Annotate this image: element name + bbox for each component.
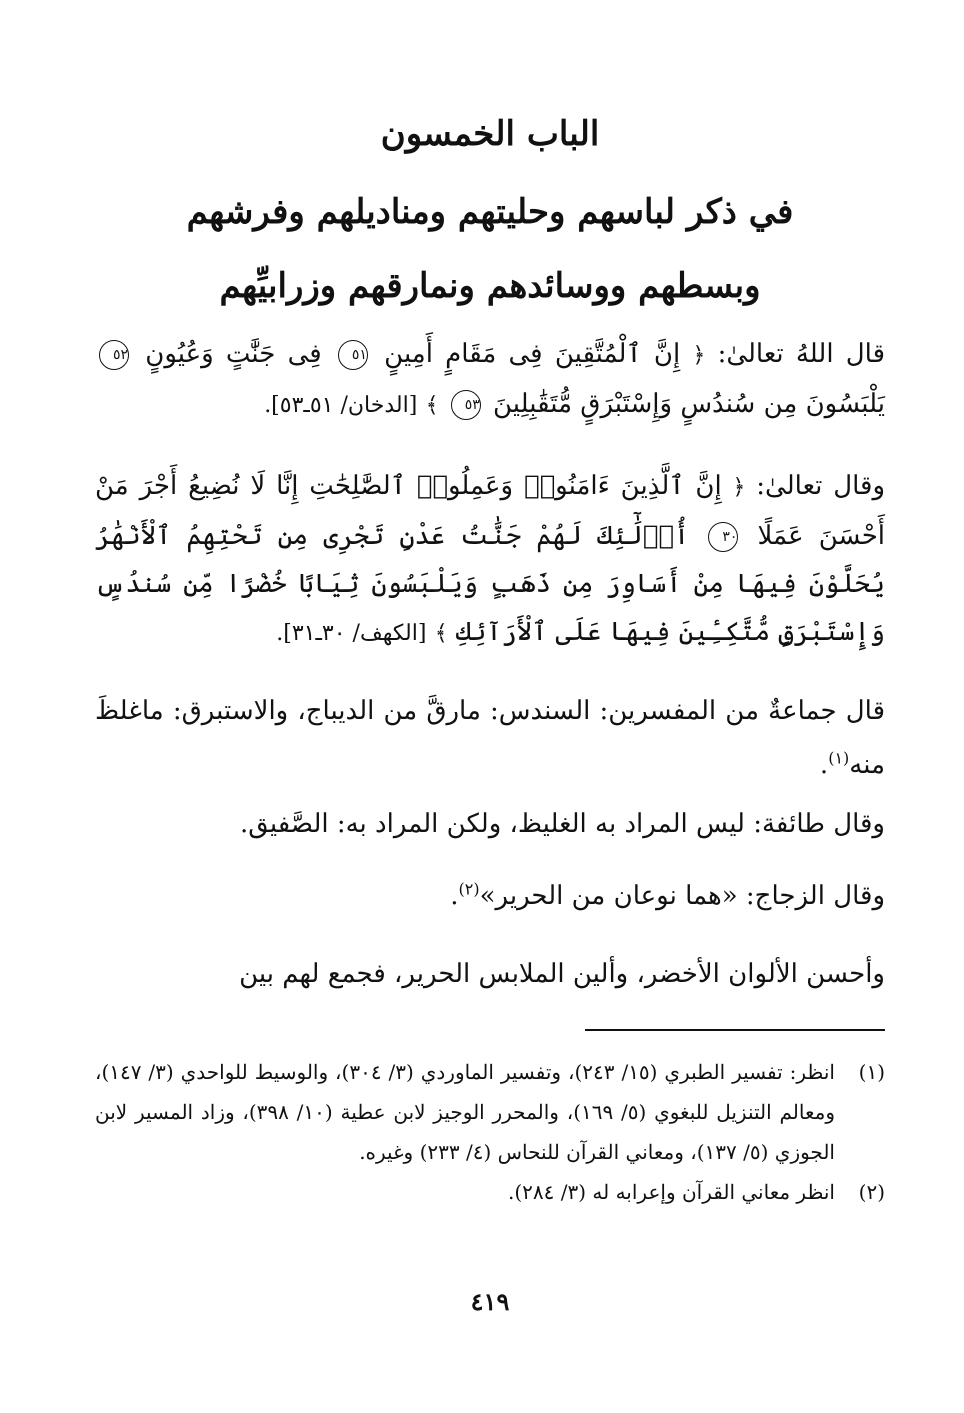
- ayah-number-marker: ٥٣: [451, 390, 481, 420]
- ayah-number-marker: ٥٢: [99, 340, 129, 370]
- footnote-item: [95, 1052, 885, 1172]
- paragraph-group-opinion: [95, 800, 885, 848]
- footnote-ref[interactable]: (١): [828, 748, 850, 768]
- quran-verse: إِنَّ ٱلَّذِينَ ءَامَنُوا۟ وَعَمِلُوا۟ ٱلصَّٰلِحَٰتِ إِنَّا لَا نُضِيعُ أَجْرَ مَنْ أَحْسَنَ عَمَلًا: [95, 471, 886, 551]
- quote-intro: وقال تعالىٰ:: [756, 471, 885, 501]
- paragraph-quran-kahf: [95, 462, 885, 658]
- quran-reference: [الدخان/ ٥١ـ٥٣].: [264, 393, 418, 418]
- chapter-subtitle-line-2: وبسطهم ووسائدهم ونمارقهم وزرابيِّهم: [219, 266, 761, 306]
- ayah-number-marker: ٣٠: [708, 522, 738, 552]
- footnote-text: انظر: تفسير الطبري (١٥/ ٢٤٣)، وتفسير الماوردي (٣/ ٣٠٤)، والوسيط للواحدي (٣/ ١٤٧)، ومعالم التنزيل للبغوي (٥/ ١٦٩)، والمحرر الوجيز لابن عطية (١٠/ ٣٩٨)، وزاد المسير لابن الجوزي (٥/ ١٣٧)، ومعاني القرآن للنحاس (٤/ ٢٣٣) وغيره.: [95, 1060, 835, 1164]
- footnote-item: [95, 1172, 885, 1212]
- quran-reference: [الكهف/ ٣٠ـ٣١].: [276, 621, 427, 646]
- paragraph-colors: [95, 950, 885, 998]
- footnote-text: انظر معاني القرآن وإعرابه له (٣/ ٢٨٤).: [507, 1180, 835, 1204]
- footnote-separator: [585, 1029, 885, 1031]
- quran-verse: يَلْبَسُونَ مِن سُندُسٍ وَإِسْتَبْرَقٍ مُّتَقَٰبِلِينَ: [493, 389, 885, 419]
- ayah-number-marker: ٥١: [338, 340, 368, 370]
- quran-close-bracket: ﴾: [425, 393, 439, 418]
- footnote-number: (١): [858, 1060, 885, 1084]
- chapter-title: الباب الخمسون: [380, 114, 600, 154]
- paragraph-text: وقال الزجاج: «هما نوعان من الحرير»: [479, 881, 885, 911]
- quran-verse: أُو۟لَٰٓئِكَ لَهُمْ جَنَّٰتُ عَدْنٍ تَجْرِى مِن تَحْتِهِمُ ٱلْأَنْهَٰرُ يُحَلَّوْنَ فِيهَا مِنْ أَسَاوِرَ مِن ذَهَبٍ وَيَلْبَسُونَ ثِيَابًا خُضْرًا مِّن سُندُسٍ وَإِسْتَبْرَقٍ مُّتَّكِـِٔينَ فِيهَا عَلَى ٱلْأَرَآئِكِ: [95, 521, 885, 647]
- paragraph-end: .: [450, 881, 459, 911]
- paragraph-text: وقال طائفة: ليس المراد به الغليظ، ولكن المراد به: الصَّفيق.: [239, 809, 885, 839]
- quran-open-bracket: ﴿: [732, 475, 746, 500]
- paragraph-text: قال جماعةٌ من المفسرين: السندس: مارقَّ من الديباج، والاستبرق: ماغلظَ منه: [95, 696, 885, 780]
- paragraph-zajjaj: [95, 872, 885, 920]
- page-number: ٤١٩: [470, 1287, 510, 1316]
- paragraph-commentators: [95, 684, 885, 792]
- paragraph-quran-dukhan: [95, 330, 885, 430]
- quran-open-bracket: ﴿: [692, 343, 706, 368]
- paragraph-text: وأحسن الألوان الأخضر، وألين الملابس الحرير، فجمع لهم بين: [239, 959, 885, 989]
- book-page: [95, 0, 885, 1413]
- footnotes: [95, 1052, 885, 1212]
- quran-close-bracket: ﴾: [434, 621, 448, 646]
- quran-verse: فِى جَنَّٰتٍ وَعُيُونٍ: [145, 339, 322, 369]
- chapter-subtitle-line-1: في ذكر لباسهم وحليتهم ومناديلهم وفرشهم: [186, 192, 794, 232]
- footnote-number: (٢): [858, 1180, 885, 1204]
- paragraph-end: .: [819, 750, 829, 780]
- footnote-ref[interactable]: (٢): [458, 879, 480, 899]
- quran-verse: إِنَّ ٱلْمُتَّقِينَ فِى مَقَامٍ أَمِينٍ: [384, 339, 681, 369]
- quote-intro: قال اللهُ تعالىٰ:: [717, 339, 886, 369]
